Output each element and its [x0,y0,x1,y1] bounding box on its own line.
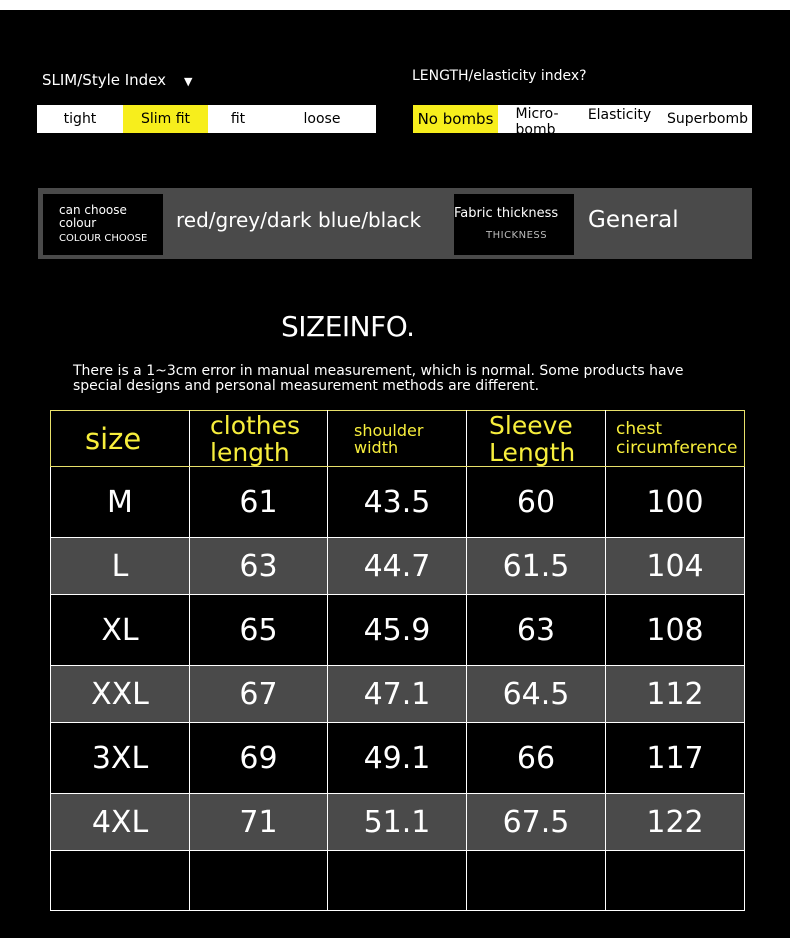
slim-index-title: SLIM/Style Index [42,71,167,89]
table-row [51,723,745,794]
cell-clothes-length: 63 [190,538,328,595]
colour-tag-line1: can choose [59,203,127,217]
table-row [51,538,745,595]
cell-sleeve-length: 64.5 [467,666,606,723]
fabric-thickness-value: General [588,207,679,233]
cell-empty [467,851,606,911]
table-row [51,595,745,666]
size-table [50,410,745,911]
size-info-title: SIZEINFO. [281,310,415,343]
cell-chest: 122 [606,794,745,851]
caret-down-icon[interactable]: ▼ [184,75,193,88]
cell-clothes-length: 69 [190,723,328,794]
length-index-title: LENGTH/elasticity index? [412,68,587,84]
fabric-thickness-sub: THICKNESS [486,230,548,241]
cell-clothes-length: 67 [190,666,328,723]
measurement-note: There is a 1~3cm error in manual measurement, which is normal. Some products have special designs and personal measurement methods are different. [73,363,684,394]
slim-option-tight[interactable]: tight [63,111,97,127]
cell-chest: 117 [606,723,745,794]
table-row [51,794,745,851]
top-divider [0,0,790,10]
length-option-superbomb[interactable]: Superbomb [667,111,748,127]
cell-chest: 108 [606,595,745,666]
cell-size: L [51,538,190,595]
cell-empty [328,851,467,911]
cell-size: XXL [51,666,190,723]
size-table-header [51,411,745,467]
cell-shoulder-width: 44.7 [328,538,467,595]
header-sleeve-length: Sleeve Length [467,411,606,467]
micro-bomb-label: Micro- bomb [515,106,559,133]
slim-index-bar [37,105,376,133]
cell-size: XL [51,595,190,666]
table-row-empty [51,851,745,911]
colour-options: red/grey/dark blue/black [176,208,422,232]
cell-empty [606,851,745,911]
cell-sleeve-length: 67.5 [467,794,606,851]
cell-clothes-length: 65 [190,595,328,666]
cell-chest: 104 [606,538,745,595]
length-index-bar [413,105,752,133]
cell-empty [190,851,328,911]
length-option-micro-bomb[interactable] [498,105,576,133]
cell-sleeve-length: 66 [467,723,606,794]
colour-tag-line3: COLOUR CHOOSE [59,233,148,244]
table-row [51,467,745,538]
cell-clothes-length: 61 [190,467,328,538]
fabric-tag [454,194,574,255]
cell-size: 3XL [51,723,190,794]
cell-sleeve-length: 61.5 [467,538,606,595]
cell-chest: 112 [606,666,745,723]
length-option-elasticity[interactable]: Elasticity [587,107,652,123]
header-shoulder-width: shoulder width [328,411,467,467]
cell-sleeve-length: 63 [467,595,606,666]
cell-shoulder-width: 47.1 [328,666,467,723]
header-chest-circumference: chest circumference [606,411,745,467]
slim-option-slim-fit[interactable]: Slim fit [123,105,208,133]
slim-option-fit[interactable]: fit [230,111,246,127]
slim-option-loose[interactable]: loose [303,111,341,127]
cell-shoulder-width: 45.9 [328,595,467,666]
cell-shoulder-width: 43.5 [328,467,467,538]
fabric-thickness-label: Fabric thickness [454,206,559,221]
cell-sleeve-length: 60 [467,467,606,538]
header-clothes-length: clothes length [190,411,328,467]
cell-empty [51,851,190,911]
cell-clothes-length: 71 [190,794,328,851]
colour-fabric-panel [38,188,752,259]
cell-shoulder-width: 51.1 [328,794,467,851]
cell-size: M [51,467,190,538]
cell-chest: 100 [606,467,745,538]
table-row [51,666,745,723]
colour-tag [43,194,163,255]
header-size: size [51,411,190,467]
length-option-no-bombs[interactable]: No bombs [413,105,498,133]
cell-shoulder-width: 49.1 [328,723,467,794]
cell-size: 4XL [51,794,190,851]
colour-tag-line2: colour [59,216,97,230]
